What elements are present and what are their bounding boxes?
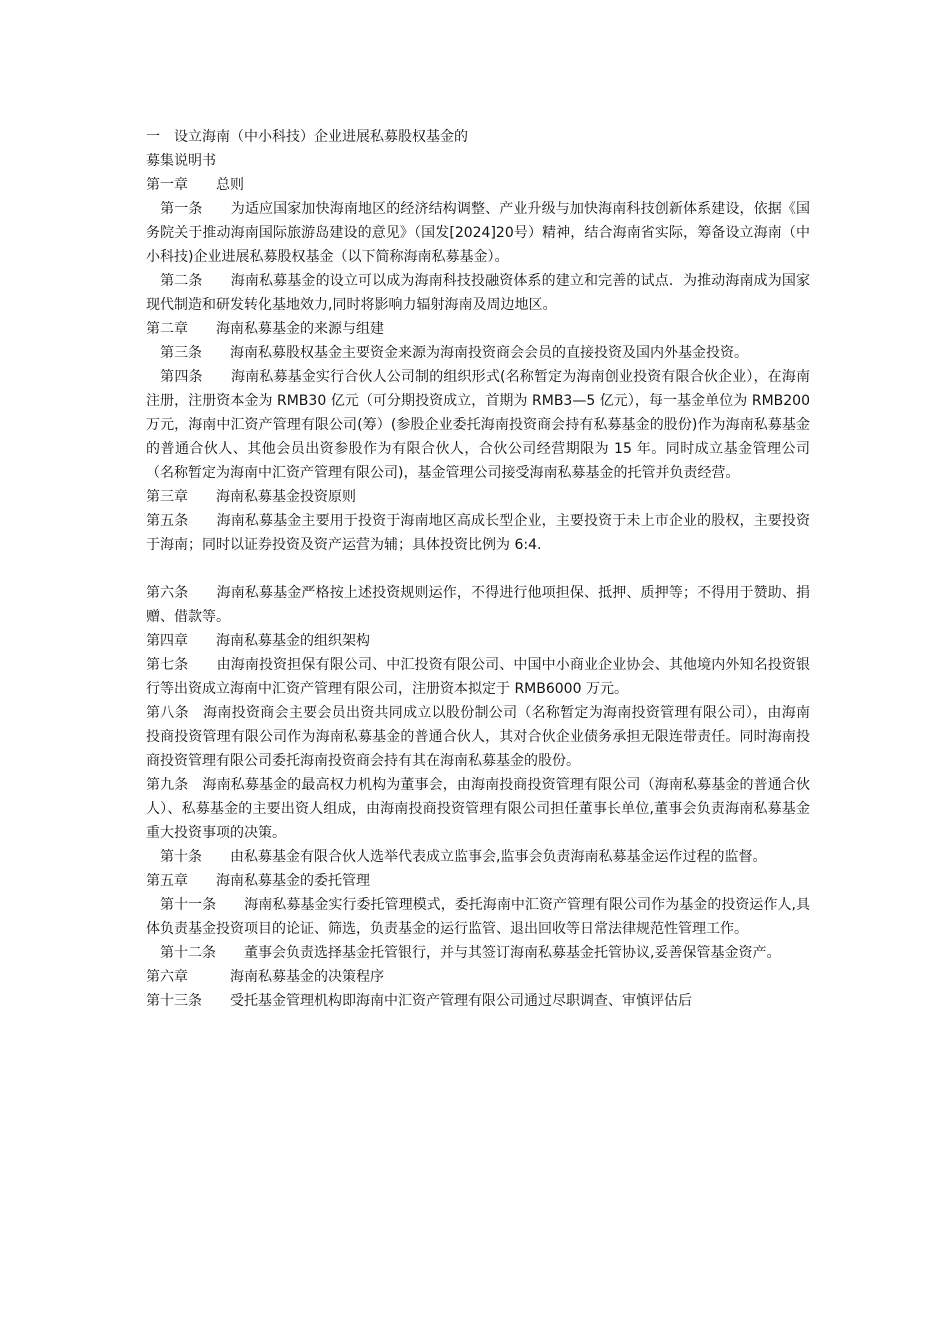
article-2: 第二条 海南私募基金的设立可以成为海南科技投融资体系的建立和完善的试点．为推动海南成为国家现代制造和研发转化基地效力,同时将影响力辐射海南及周边地区。: [146, 273, 810, 313]
article-13: 第十三条 受托基金管理机构即海南中汇资产管理有限公司通过尽职调查、审慎评估后: [146, 993, 692, 1009]
chapter-5-heading: 第五章 海南私募基金的委托管理: [146, 873, 370, 889]
article-5: 第五条 海南私募基金主要用于投资于海南地区高成长型企业，主要投资于未上市企业的股权，主要投资于海南；同时以证券投资及资产运营为辅；具体投资比例为 6:4.: [146, 513, 810, 553]
chapter-4-heading: 第四章 海南私募基金的组织架构: [146, 633, 370, 649]
article-6: 第六条 海南私募基金严格按上述投资规则运作，不得进行他项担保、抵押、质押等；不得用于赞助、捐赠、借款等。: [146, 585, 810, 625]
article-8: 第八条 海南投资商会主要会员出资共同成立以股份制公司（名称暂定为海南投资管理有限公司），由海南投商投资管理有限公司作为海南私募基金的普通合伙人，其对合伙企业债务承担无限连带责任。同时海南投商投资管理有限公司委托海南投资商会持有其在海南私募基金的股份。: [146, 705, 810, 769]
article-10: 第十条 由私募基金有限合伙人选举代表成立监事会,监事会负责海南私募基金运作过程的监督。: [146, 849, 767, 865]
chapter-1-heading: 第一章 总则: [146, 177, 244, 193]
article-7: 第七条 由海南投资担保有限公司、中汇投资有限公司、中国中小商业企业协会、其他境内外知名投资银行等出资成立海南中汇资产管理有限公司，注册资本拟定于 RMB6000 万元。: [146, 657, 810, 697]
article-1: 第一条 为适应国家加快海南地区的经济结构调整、产业升级与加快海南科技创新体系建设，依据《国务院关于推动海南国际旅游岛建设的意见》（国发[2024]20号）精神，结合海南省实际，筹备设立海南（中小科技)企业进展私募股权基金（以下简称海南私募基金）。: [146, 201, 810, 265]
article-11: 第十一条 海南私募基金实行委托管理模式，委托海南中汇资产管理有限公司作为基金的投资运作人,具体负责基金投资项目的论证、筛选，负责基金的运行监管、退出回收等日常法律规范性管理工作。: [146, 897, 810, 937]
document-body: [146, 125, 810, 1013]
article-4: 第四条 海南私募基金实行合伙人公司制的组织形式(名称暂定为海南创业投资有限合伙企业），在海南注册，注册资本金为 RMB30 亿元（可分期投资成立，首期为 RMB3—5 亿元），每一基金单位为 RMB200 万元，海南中汇资产管理有限公司(筹）(参股企业委托海南投资商会持有私募基金的股份)作为海南私募基金的普通合伙人、其他会员出资参股作为有限合伙人，合伙公司经营期限为 15 年。同时成立基金管理公司（名称暂定为海南中汇资产管理有限公司)，基金管理公司接受海南私募基金的托管并负责经营。: [146, 369, 810, 481]
document-title-line-1: 一 设立海南（中小科技）企业进展私募股权基金的: [146, 129, 468, 145]
article-3: 第三条 海南私募股权基金主要资金来源为海南投资商会会员的直接投资及国内外基金投资。: [146, 345, 748, 361]
article-9: 第九条 海南私募基金的最高权力机构为董事会，由海南投商投资管理有限公司（海南私募基金的普通合伙人）、私募基金的主要出资人组成，由海南投商投资管理有限公司担任董事长单位,董事会负责海南私募基金重大投资事项的决策。: [146, 777, 810, 841]
chapter-2-heading: 第二章 海南私募基金的来源与组建: [146, 321, 384, 337]
chapter-3-heading: 第三章 海南私募基金投资原则: [146, 489, 356, 505]
blank-line: [146, 557, 810, 581]
article-12: 第十二条 董事会负责选择基金托管银行，并与其签订海南私募基金托管协议,妥善保管基金资产。: [146, 945, 781, 961]
document-title-line-2: 募集说明书: [146, 153, 216, 169]
chapter-6-heading: 第六章 海南私募基金的决策程序: [146, 969, 384, 985]
